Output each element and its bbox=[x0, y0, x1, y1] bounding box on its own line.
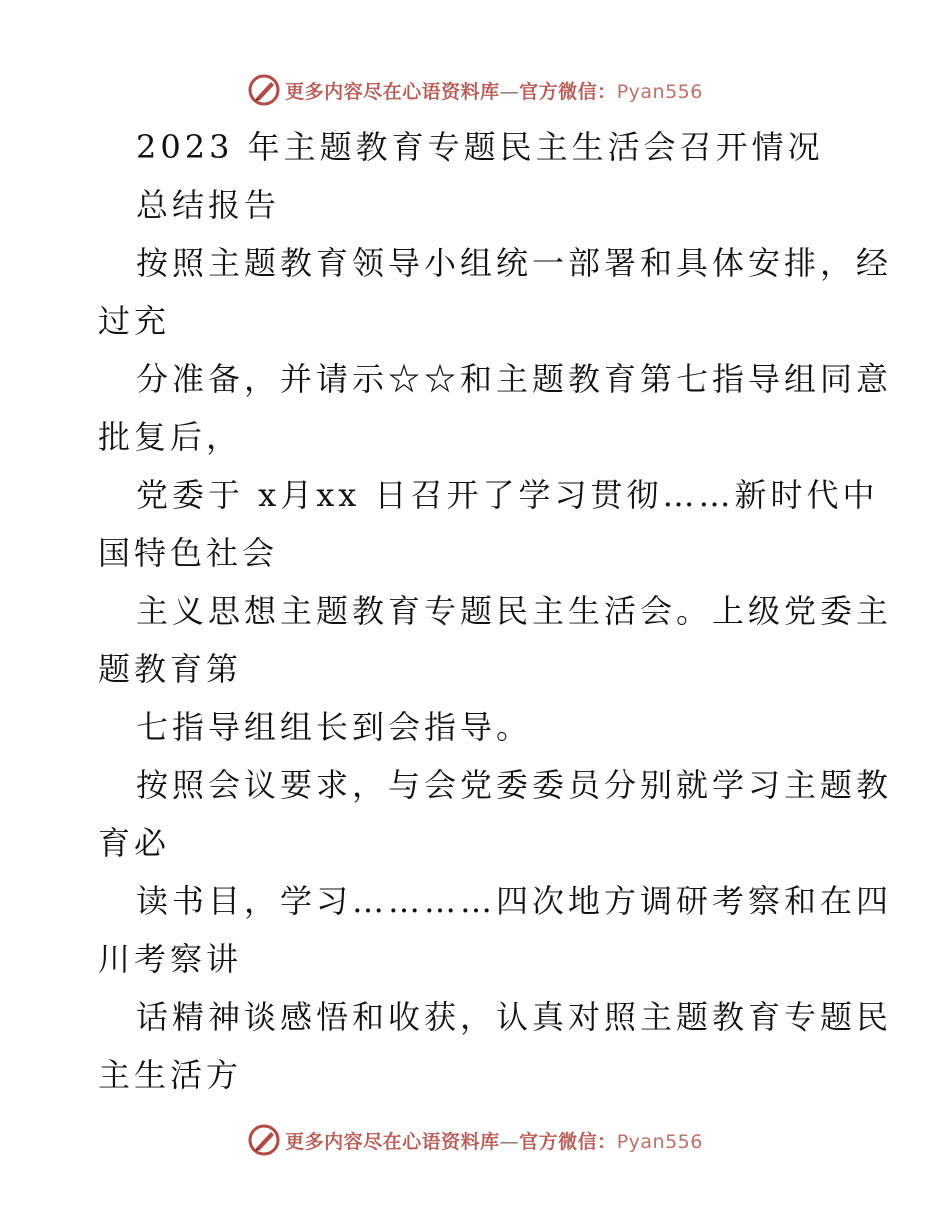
paragraph-line: 主生活方 bbox=[98, 1056, 243, 1094]
watermark-dash: — bbox=[499, 1130, 520, 1153]
paragraph-line: 按照会议要求，与会党委委员分别就学习主题教 bbox=[136, 766, 893, 804]
paragraph-line: 话精神谈感悟和收获，认真对照主题教育专题民 bbox=[136, 998, 893, 1036]
watermark-id: Pyan556 bbox=[616, 1130, 703, 1153]
pen-logo-icon bbox=[247, 73, 281, 107]
paragraph-line: 过充 bbox=[98, 302, 171, 340]
watermark-text bbox=[285, 1127, 703, 1154]
watermark-label: 官方微信： bbox=[519, 1130, 617, 1153]
watermark-main: 更多内容尽在心语资料库 bbox=[285, 80, 500, 103]
paragraph-line: 分准备，并请示☆☆和主题教育第七指导组同意 bbox=[136, 360, 893, 398]
document-body bbox=[98, 118, 893, 1104]
header-watermark bbox=[0, 70, 950, 110]
doc-title-line: 2023 年主题教育专题民主生活会召开情况 bbox=[136, 128, 824, 166]
paragraph-line: 国特色社会 bbox=[98, 534, 279, 572]
doc-title-line-2: 总结报告 bbox=[136, 186, 281, 224]
paragraph-line: 按照主题教育领导小组统一部署和具体安排，经 bbox=[136, 244, 893, 282]
paragraph-line: 党委于 x月xx 日召开了学习贯彻……新时代中 bbox=[136, 476, 879, 514]
paragraph-line: 七指导组组长到会指导。 bbox=[136, 708, 533, 746]
watermark-id: Pyan556 bbox=[616, 80, 703, 103]
watermark-label: 官方微信： bbox=[519, 80, 617, 103]
footer-watermark bbox=[0, 1120, 950, 1160]
watermark-dash: — bbox=[499, 80, 520, 103]
watermark-main: 更多内容尽在心语资料库 bbox=[285, 1130, 500, 1153]
paragraph-line: 题教育第 bbox=[98, 650, 243, 688]
pen-logo-icon bbox=[247, 1123, 281, 1157]
paragraph-line: 育必 bbox=[98, 824, 171, 862]
watermark-text bbox=[285, 77, 703, 104]
paragraph-line: 主义思想主题教育专题民主生活会。上级党委主 bbox=[136, 592, 893, 630]
paragraph-line: 川考察讲 bbox=[98, 940, 243, 978]
paragraph-line: 读书目，学习…………四次地方调研考察和在四 bbox=[136, 882, 893, 920]
paragraph-line: 批复后， bbox=[98, 418, 243, 456]
